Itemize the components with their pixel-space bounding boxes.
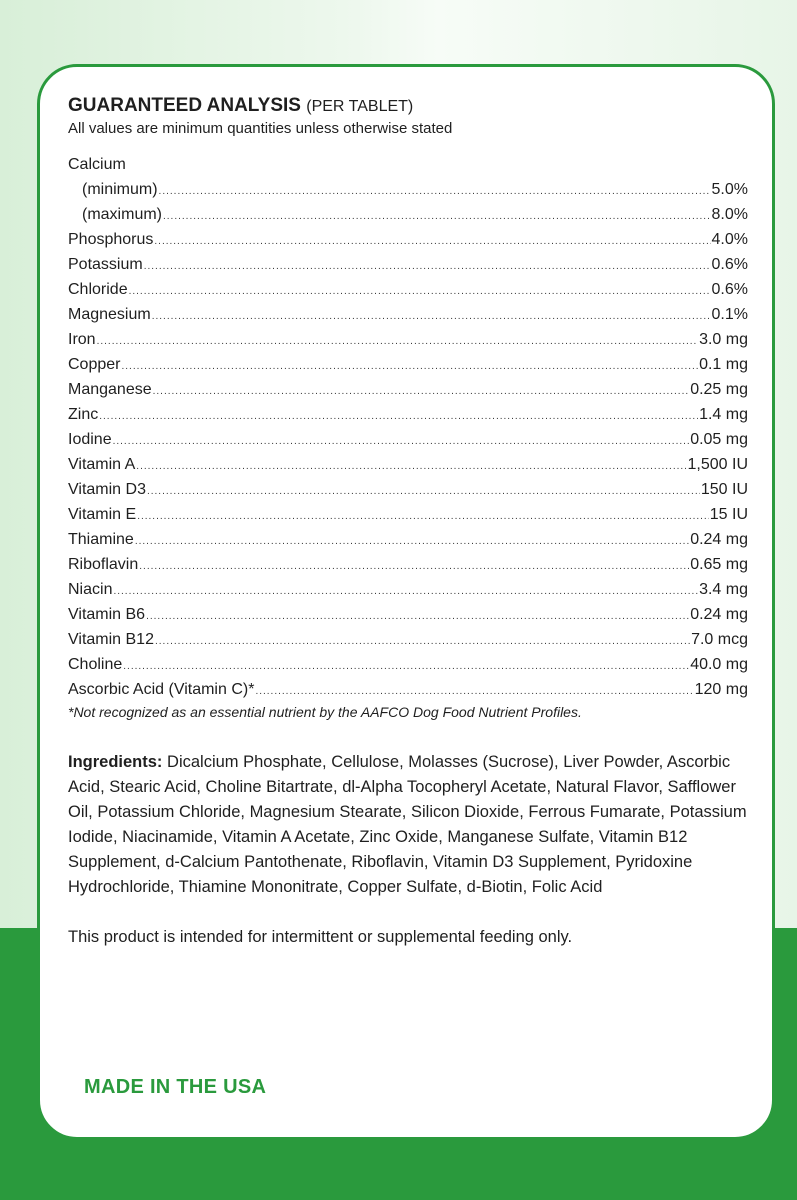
analysis-label: Phosphorus bbox=[68, 231, 154, 248]
dot-leader bbox=[139, 554, 689, 579]
analysis-value: 0.6% bbox=[711, 256, 748, 273]
analysis-value: 0.24 mg bbox=[690, 606, 748, 623]
analysis-row bbox=[68, 402, 748, 427]
analysis-label: Potassium bbox=[68, 256, 143, 273]
ingredients-heading: Ingredients: bbox=[68, 753, 163, 771]
dot-leader bbox=[99, 404, 698, 429]
dot-leader bbox=[159, 179, 711, 204]
analysis-label: Niacin bbox=[68, 581, 113, 598]
analysis-row bbox=[68, 627, 748, 652]
dot-leader bbox=[97, 329, 699, 354]
analysis-value: 0.6% bbox=[711, 281, 748, 298]
analysis-row bbox=[68, 177, 748, 202]
analysis-value: 5.0% bbox=[711, 181, 748, 198]
ingredients-paragraph bbox=[68, 750, 758, 900]
dot-leader bbox=[137, 504, 709, 529]
analysis-row bbox=[68, 577, 748, 602]
analysis-label: Copper bbox=[68, 356, 121, 373]
analysis-value: 7.0 mcg bbox=[691, 631, 748, 648]
dot-leader bbox=[146, 604, 689, 629]
analysis-row bbox=[68, 277, 748, 302]
analysis-title-suffix: (PER TABLET) bbox=[306, 98, 414, 115]
analysis-footnote: *Not recognized as an essential nutrient by the AAFCO Dog Food Nutrient Profiles. bbox=[68, 704, 582, 720]
analysis-label: Manganese bbox=[68, 381, 152, 398]
dot-leader bbox=[135, 529, 689, 554]
analysis-value: 3.4 mg bbox=[699, 581, 748, 598]
analysis-row bbox=[68, 327, 748, 352]
analysis-row bbox=[68, 552, 748, 577]
label-content bbox=[68, 95, 748, 950]
analysis-value: 0.65 mg bbox=[690, 556, 748, 573]
feeding-note: This product is intended for intermittent or supplemental feeding only. bbox=[68, 928, 573, 946]
dot-leader bbox=[255, 679, 693, 704]
analysis-heading bbox=[68, 95, 748, 118]
dot-leader bbox=[163, 204, 711, 229]
dot-leader bbox=[129, 279, 711, 304]
dot-leader bbox=[121, 354, 698, 379]
analysis-value: 8.0% bbox=[711, 206, 748, 223]
analysis-row bbox=[68, 602, 748, 627]
analysis-title: GUARANTEED ANALYSIS bbox=[68, 95, 301, 116]
analysis-row bbox=[68, 427, 748, 452]
dot-leader bbox=[113, 579, 698, 604]
ingredients-text: Dicalcium Phosphate, Cellulose, Molasses (Sucrose), Liver Powder, Ascorbic Acid, Stearic Acid, Choline Bitartrate, dl-Alpha Tocopheryl Acetate, Natural Flavor, Safflower Oil, Potassium Chloride, Magnesium Stearate, Silicon Dioxide, Ferrous Fumarate, Potassium Iodide, Niacinamide, Vitamin A Acetate, Zinc Oxide, Manganese Sulfate, Vitamin B12 Supplement, d-Calcium Pantothenate, Riboflavin, Vitamin D3 Supplement, Pyridoxine Hydrochloride, Thiamine Mononitrate, Copper Sulfate, d-Biotin, Folic Acid bbox=[68, 753, 747, 896]
analysis-label: Magnesium bbox=[68, 306, 151, 323]
analysis-value: 0.24 mg bbox=[690, 531, 748, 548]
label-card bbox=[37, 64, 775, 1140]
dot-leader bbox=[153, 379, 690, 404]
analysis-label: Chloride bbox=[68, 281, 128, 298]
analysis-label: Riboflavin bbox=[68, 556, 139, 573]
dot-leader bbox=[144, 254, 711, 279]
analysis-value: 4.0% bbox=[711, 231, 748, 248]
analysis-value: 0.1% bbox=[711, 306, 748, 323]
analysis-row bbox=[68, 202, 748, 227]
analysis-value: 40.0 mg bbox=[690, 656, 748, 673]
analysis-value: 0.05 mg bbox=[690, 431, 748, 448]
analysis-row bbox=[68, 302, 748, 327]
analysis-row bbox=[68, 227, 748, 252]
dot-leader bbox=[155, 629, 690, 654]
analysis-row bbox=[68, 477, 748, 502]
analysis-row bbox=[68, 377, 748, 402]
analysis-label: Iodine bbox=[68, 431, 112, 448]
analysis-label: Zinc bbox=[68, 406, 99, 423]
analysis-subtitle: All values are minimum quantities unless otherwise stated bbox=[68, 120, 453, 137]
analysis-label: Vitamin B12 bbox=[68, 631, 154, 648]
origin-label: MADE IN THE USA bbox=[84, 1076, 267, 1098]
dot-leader bbox=[123, 654, 689, 679]
analysis-row bbox=[68, 502, 748, 527]
analysis-row bbox=[68, 452, 748, 477]
analysis-label: Vitamin D3 bbox=[68, 481, 146, 498]
analysis-row bbox=[68, 252, 748, 277]
analysis-label: (minimum) bbox=[82, 181, 158, 198]
dot-leader bbox=[147, 479, 700, 504]
analysis-value: 150 IU bbox=[700, 481, 748, 498]
analysis-label: Vitamin A bbox=[68, 456, 136, 473]
analysis-value: 120 mg bbox=[694, 681, 748, 698]
analysis-value: 0.25 mg bbox=[690, 381, 748, 398]
analysis-value: 15 IU bbox=[709, 506, 748, 523]
analysis-label: Vitamin B6 bbox=[68, 606, 146, 623]
analysis-row bbox=[68, 527, 748, 552]
dot-leader bbox=[113, 429, 690, 454]
analysis-label: Choline bbox=[68, 656, 123, 673]
analysis-row bbox=[68, 652, 748, 677]
analysis-value: 0.1 mg bbox=[699, 356, 748, 373]
analysis-label: Thiamine bbox=[68, 531, 134, 548]
dot-leader bbox=[154, 229, 710, 254]
analysis-row bbox=[68, 352, 748, 377]
analysis-row bbox=[68, 677, 748, 702]
analysis-row-calcium bbox=[68, 152, 748, 177]
analysis-label: Vitamin E bbox=[68, 506, 137, 523]
dot-leader bbox=[136, 454, 686, 479]
analysis-label: Calcium bbox=[68, 156, 126, 173]
analysis-value: 3.0 mg bbox=[699, 331, 748, 348]
analysis-value: 1.4 mg bbox=[699, 406, 748, 423]
analysis-label: (maximum) bbox=[82, 206, 162, 223]
analysis-table bbox=[68, 152, 748, 702]
analysis-value: 1,500 IU bbox=[687, 456, 748, 473]
analysis-label: Iron bbox=[68, 331, 96, 348]
analysis-label: Ascorbic Acid (Vitamin C)* bbox=[68, 681, 255, 698]
dot-leader bbox=[152, 304, 711, 329]
